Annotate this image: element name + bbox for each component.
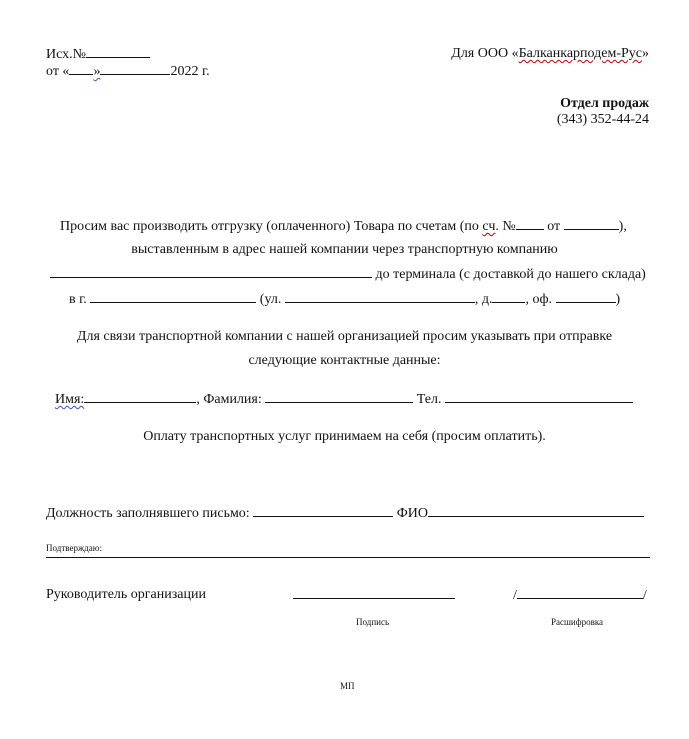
phone-blank[interactable] xyxy=(445,390,633,403)
head-label: Руководитель организации xyxy=(46,587,206,602)
department: Отдел продаж xyxy=(560,96,649,111)
outgoing-number-blank[interactable] xyxy=(86,45,150,58)
transport-company-blank[interactable] xyxy=(50,265,372,278)
signature-blank[interactable] xyxy=(293,598,455,599)
filler-position-row: Должность заполнявшего письмо: ФИО xyxy=(46,504,644,522)
house-blank[interactable] xyxy=(492,290,525,303)
request-line-3: до терминала (с доставкой до нашего склада) xyxy=(50,265,646,283)
street-blank[interactable] xyxy=(285,290,475,303)
name-blank[interactable] xyxy=(84,390,196,403)
addressee: Для ООО «Балканкарподем-Рус» xyxy=(451,46,649,61)
surname-blank[interactable] xyxy=(265,390,413,403)
decoding-caption: Расшифровка xyxy=(551,617,604,627)
invoice-number-blank[interactable] xyxy=(516,217,544,230)
date-month-blank[interactable] xyxy=(100,62,170,75)
contact-request-line-2: следующие контактные данные: xyxy=(248,353,441,368)
signature-caption: Подпись xyxy=(356,617,390,627)
outgoing-date: от « » 2022 г. xyxy=(46,64,210,79)
decoding-blank[interactable] xyxy=(517,586,643,599)
date-day-blank[interactable] xyxy=(69,62,93,75)
office-blank[interactable] xyxy=(556,290,616,303)
stamp-place: МП xyxy=(340,681,355,691)
filler-fio-blank[interactable] xyxy=(428,504,644,517)
outgoing-number: Исх.№ xyxy=(46,45,150,63)
decoding-field: / / xyxy=(513,588,647,603)
confirm-divider xyxy=(46,557,650,558)
request-line-4: в г. (ул. , д. , оф. ) xyxy=(69,292,621,307)
department-phone: (343) 352-44-24 xyxy=(556,112,649,127)
contact-request-line-1: Для связи транспортной компании с нашей организацией просим указывать при отправке xyxy=(76,329,613,344)
filler-position-blank[interactable] xyxy=(253,504,393,517)
contact-fields: Имя: , Фамилия: Тел. xyxy=(55,390,633,408)
invoice-date-blank[interactable] xyxy=(564,217,619,230)
payment-note: Оплату транспортных услуг принимаем на себя (просим оплатить). xyxy=(143,429,546,444)
request-line-2: выставленным в адрес нашей компании через транспортную компанию xyxy=(131,242,558,257)
city-blank[interactable] xyxy=(90,290,256,303)
request-line-1: Просим вас производить отгрузку (оплаченного) Товара по счетам (по сч. № от ), xyxy=(60,219,627,234)
confirm-label: Подтверждаю: xyxy=(46,543,102,553)
